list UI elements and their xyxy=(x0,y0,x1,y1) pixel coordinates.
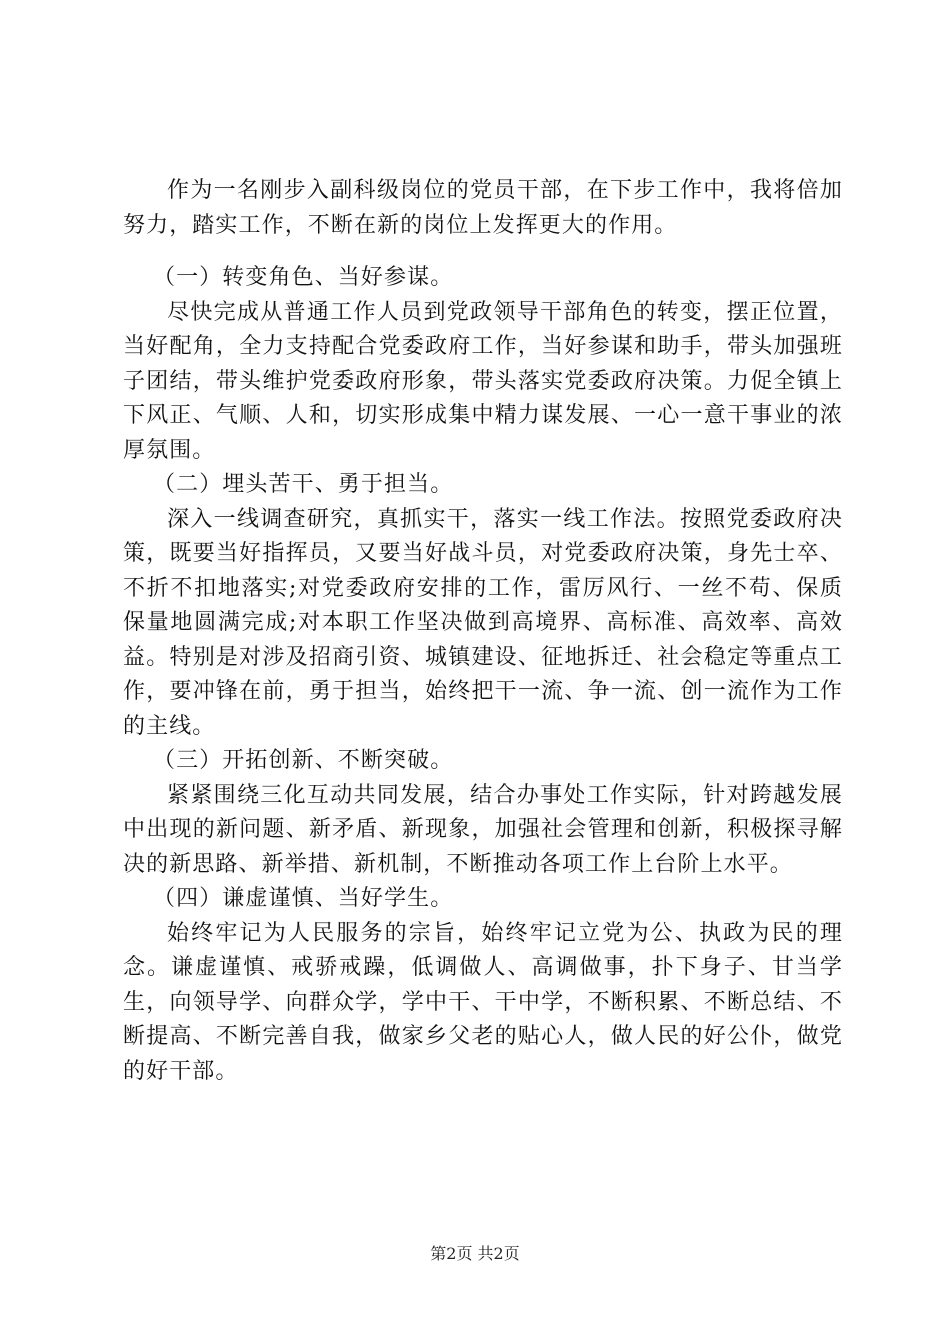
section-body-1: 尽快完成从普通工作人员到党政领导干部角色的转变，摆正位置，当好配角，全力支持配合党委政府工作，当好参谋和助手，带头加强班子团结，带头维护党委政府形象，带头落实党委政府决策。力促全镇上下风正、气顺、人和，切实形成集中精力谋发展、一心一意干事业的浓厚氛围。 xyxy=(123,299,843,463)
section-body-2: 深入一线调查研究，真抓实干，落实一线工作法。按照党委政府决策，既要当好指挥员，又要当好战斗员，对党委政府决策，身先士卒、不折不扣地落实;对党委政府安排的工作，雷厉风行、一丝不苟、保质保量地圆满完成;对本职工作坚决做到高境界、高标准、高效率、高效益。特别是对涉及招商引资、城镇建设、征地拆迁、社会稳定等重点工作，要冲锋在前，勇于担当，始终把干一流、争一流、创一流作为工作的主线。 xyxy=(123,506,843,739)
page-footer: 第2页 共2页 xyxy=(430,1244,520,1263)
section-heading-2: （二）埋头苦干、勇于担当。 xyxy=(153,472,454,497)
section-body-4: 始终牢记为人民服务的宗旨，始终牢记立党为公、执政为民的理念。谦虚谨慎、戒骄戒躁，低调做人、高调做事，扑下身子、甘当学生，向领导学、向群众学，学中干、干中学，不断积累、不断总结、不断提高、不断完善自我，做家乡父老的贴心人，做人民的好公仆，做党的好干部。 xyxy=(123,920,843,1084)
section-heading-1: （一）转变角色、当好参谋。 xyxy=(153,265,454,290)
section-body-3: 紧紧围绕三化互动共同发展，结合办事处工作实际，针对跨越发展中出现的新问题、新矛盾、新现象，加强社会管理和创新，积极探寻解决的新思路、新举措、新机制，不断推动各项工作上台阶上水平。 xyxy=(123,782,843,877)
intro-paragraph: 作为一名刚步入副科级岗位的党员干部，在下步工作中，我将倍加努力，踏实工作，不断在新的岗位上发挥更大的作用。 xyxy=(123,178,843,238)
section-heading-3: （三）开拓创新、不断突破。 xyxy=(153,748,454,773)
document-body xyxy=(123,174,843,1089)
section-heading-4: （四）谦虚谨慎、当好学生。 xyxy=(153,886,454,911)
